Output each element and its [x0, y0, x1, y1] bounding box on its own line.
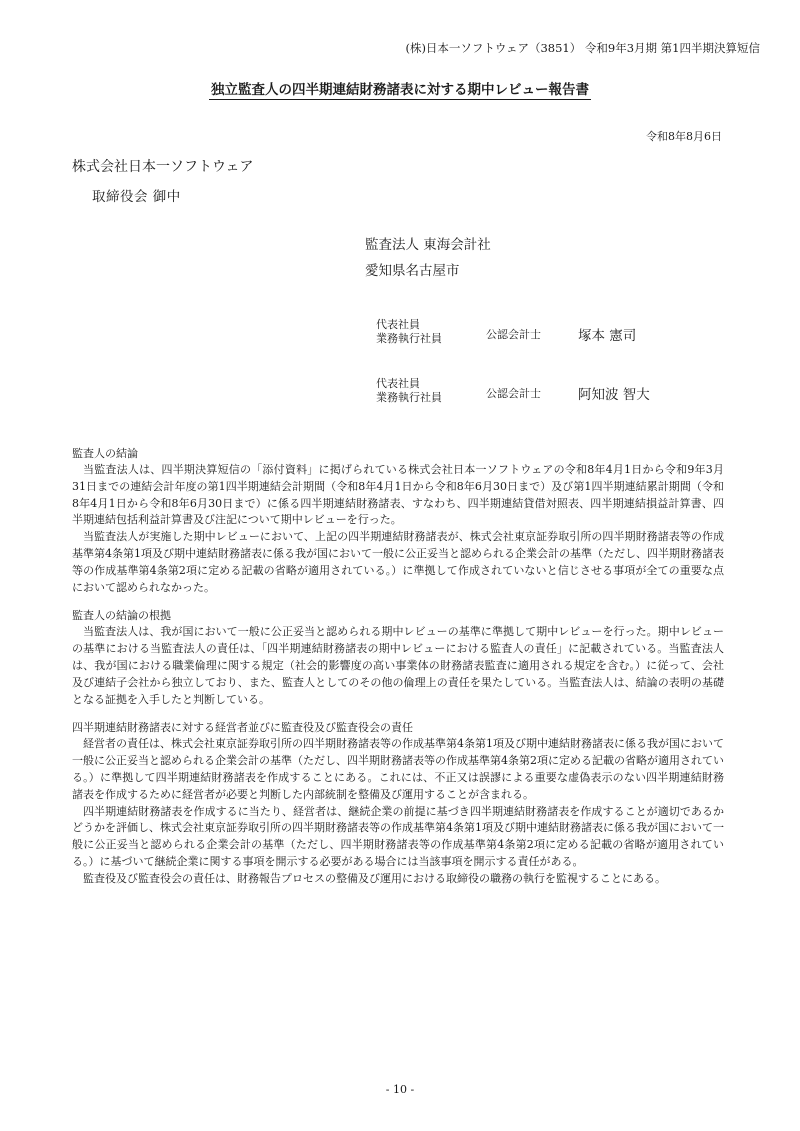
addressee-board: 取締役会 御中: [92, 189, 181, 205]
partner-role: [376, 377, 442, 405]
section-title: 四半期連結財務諸表に対する経営者並びに監査役及び監査役会の責任: [72, 721, 413, 735]
audit-firm-name: 監査法人 東海会計社: [365, 237, 491, 253]
document-header: (株)日本一ソフトウェア（3851） 令和9年3月期 第1四半期決算短信: [405, 41, 760, 55]
section-paragraph: 監査役及び監査役会の責任は、財務報告プロセスの整備及び運用における取締役の職務の執行を監視することにある。: [83, 871, 666, 885]
addressee-company: 株式会社日本一ソフトウェア: [72, 159, 254, 175]
partner-role-line: 業務執行社員: [376, 391, 442, 404]
partner-role: [376, 318, 442, 346]
section-paragraph: 当監査法人が実施した期中レビューにおいて、上記の四半期連結財務諸表が、株式会社東京証券取引所の四半期財務諸表等の作成基準第4条第1項及び期中連結財務諸表に係る我が国において一般に公正妥当と認められる企業会計の基準（ただし、四半期財務諸表等の作成基準第4条第2項に定める記載の省略が適用されている。）に準拠して作成されていないと信じさせる事項が全ての重要な点において認められなかった。: [72, 530, 724, 594]
section-basis: [72, 608, 724, 708]
partner-role-line: 代表社員: [376, 377, 420, 390]
report-date: 令和8年8月6日: [646, 130, 722, 143]
section-conclusion: [72, 446, 724, 596]
section-paragraph: 四半期連結財務諸表を作成するに当たり、経営者は、継続企業の前提に基づき四半期連結財務諸表を作成することが適切であるかどうかを評価し、株式会社東京証券取引所の四半期財務諸表等の作成基準第4条第1項及び期中連結財務諸表に係る我が国において一般に公正妥当と認められる企業会計の基準（ただし、四半期財務諸表等の作成基準第4条第2項に定める記載の省略が適用されている。）に基づいて継続企業に関する事項を開示する必要がある場合には当該事項を開示する責任がある。: [72, 804, 724, 868]
partner-role-line: 業務執行社員: [376, 332, 442, 345]
report-title: [0, 78, 800, 98]
partner-qualification: 公認会計士: [486, 328, 541, 341]
section-responsibilities: [72, 720, 724, 887]
section-paragraph: 当監査法人は、四半期決算短信の「添付資料」に掲げられている株式会社日本一ソフトウェアの令和8年4月1日から令和9年3月31日までの連結会計年度の第1四半期連結会計期間（令和8年4月1日から令和8年6月30日まで）及び第1四半期連結累計期間（令和8年4月1日から令和8年6月30日まで）に係る四半期連結財務諸表、すなわち、四半期連結貸借対照表、四半期連結損益計算書、四半期連結包括利益計算書及び注記について期中レビューを行った。: [72, 463, 724, 527]
partner-name: 阿知波 智大: [578, 387, 650, 403]
partner-name: 塚本 憲司: [578, 328, 637, 344]
audit-firm-location: 愛知県名古屋市: [365, 263, 460, 279]
section-paragraph: 当監査法人は、我が国において一般に公正妥当と認められる期中レビューの基準に準拠して期中レビューを行った。期中レビューの基準における当監査法人の責任は、「四半期連結財務諸表の期中レビューにおける監査人の責任」に記載されている。当監査法人は、我が国における職業倫理に関する規定（社会的影響度の高い事業体の財務諸表監査に適用される規定を含む。）に従って、会社及び連結子会社から独立しており、また、監査人としてのその他の倫理上の責任を果たしている。当監査法人は、結論の表明の基礎となる証拠を入手したと判断している。: [72, 625, 724, 706]
partner-role-line: 代表社員: [376, 318, 420, 331]
report-title-text: 独立監査人の四半期連結財務諸表に対する期中レビュー報告書: [211, 82, 589, 98]
page-number: - 10 -: [385, 1083, 415, 1096]
section-title: 監査人の結論の根拠: [72, 609, 171, 623]
partner-qualification: 公認会計士: [486, 387, 541, 400]
section-title: 監査人の結論: [72, 447, 138, 460]
report-body: [72, 446, 724, 900]
section-paragraph: 経営者の責任は、株式会社東京証券取引所の四半期財務諸表等の作成基準第4条第1項及び期中連結財務諸表に係る我が国において一般に公正妥当と認められる企業会計の基準（ただし、四半期財務諸表等の作成基準第4条第2項に定める記載の省略が適用されている。）に準拠して四半期連結財務諸表を作成することにある。これには、不正又は誤謬による重要な虚偽表示のない四半期連結財務諸表を作成するために経営者が必要と判断した内部統制を整備及び運用することが含まれる。: [72, 737, 724, 801]
